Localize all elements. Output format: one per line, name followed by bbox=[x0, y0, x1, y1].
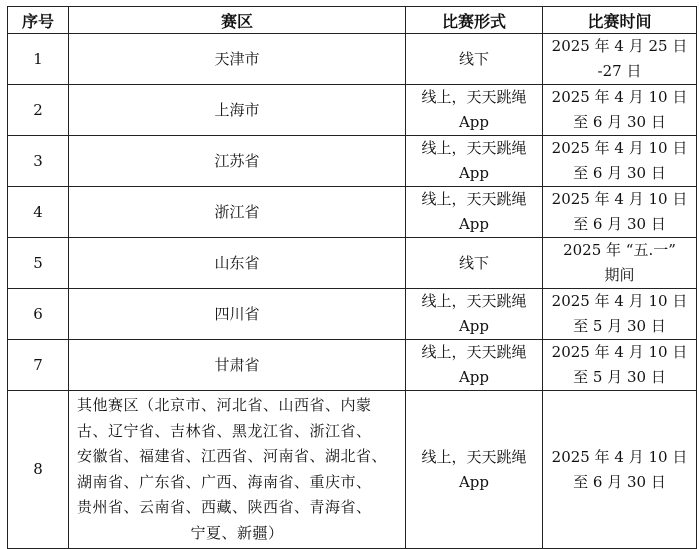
time-line: 2025 年 “五.一” bbox=[563, 241, 676, 259]
time-line: 期间 bbox=[604, 266, 635, 284]
row-index: 6 bbox=[8, 289, 69, 340]
table-row bbox=[8, 34, 697, 85]
table-row bbox=[8, 136, 697, 187]
time-line: 至 5 月 30 日 bbox=[573, 317, 666, 335]
format-line: App bbox=[458, 113, 490, 131]
row-time bbox=[543, 238, 697, 289]
table-row bbox=[8, 391, 697, 549]
time-line: 至 6 月 30 日 bbox=[573, 113, 666, 131]
row-index: 3 bbox=[8, 136, 69, 187]
row-index: 5 bbox=[8, 238, 69, 289]
row-time bbox=[543, 85, 697, 136]
region-line: 古、辽宁省、吉林省、黑龙江省、浙江省、 bbox=[77, 421, 372, 440]
region-line: 贵州省、云南省、西藏、陕西省、青海省、 bbox=[77, 498, 372, 516]
row-time bbox=[543, 34, 697, 85]
row-region: 天津市 bbox=[69, 34, 406, 85]
time-line: 2025 年 4 月 10 日 bbox=[551, 292, 688, 310]
time-line: 2025 年 4 月 10 日 bbox=[551, 447, 688, 466]
row-index: 1 bbox=[8, 34, 69, 85]
format-line: 线下 bbox=[458, 49, 489, 68]
format-line: 线上，天天跳绳 bbox=[421, 292, 527, 310]
row-region: 浙江省 bbox=[69, 187, 406, 238]
time-line: 至 6 月 30 日 bbox=[573, 472, 666, 491]
time-line: 2025 年 4 月 25 日 bbox=[551, 37, 688, 55]
format-line: 线下 bbox=[458, 253, 489, 272]
row-region: 上海市 bbox=[69, 85, 406, 136]
time-line: 至 6 月 30 日 bbox=[573, 164, 666, 182]
time-line: 2025 年 4 月 10 日 bbox=[551, 139, 688, 157]
table-row bbox=[8, 187, 697, 238]
format-line: App bbox=[458, 215, 490, 233]
format-line: App bbox=[458, 368, 490, 386]
row-time bbox=[543, 187, 697, 238]
row-index: 7 bbox=[8, 340, 69, 391]
format-line: App bbox=[458, 472, 490, 491]
header-region: 赛区 bbox=[69, 7, 406, 34]
row-time bbox=[543, 289, 697, 340]
row-region: 甘肃省 bbox=[69, 340, 406, 391]
competition-schedule-table bbox=[7, 6, 697, 549]
row-time bbox=[543, 340, 697, 391]
format-line: 线上，天天跳绳 bbox=[421, 190, 527, 208]
header-time: 比赛时间 bbox=[543, 7, 697, 34]
region-line: 其他赛区（北京市、河北省、山西省、内蒙 bbox=[77, 396, 372, 414]
row-format bbox=[406, 136, 543, 187]
region-line: 湖南省、广东省、广西、海南省、重庆市、 bbox=[77, 472, 372, 491]
row-format bbox=[406, 238, 543, 289]
table-header-row bbox=[8, 7, 697, 34]
row-format bbox=[406, 34, 543, 85]
format-line: 线上，天天跳绳 bbox=[421, 88, 527, 106]
region-line: 宁夏、新疆） bbox=[190, 523, 284, 542]
format-line: App bbox=[458, 164, 490, 182]
row-time bbox=[543, 136, 697, 187]
table-row bbox=[8, 289, 697, 340]
row-format bbox=[406, 391, 543, 549]
row-index: 4 bbox=[8, 187, 69, 238]
time-line: 2025 年 4 月 10 日 bbox=[551, 343, 688, 361]
row-format bbox=[406, 85, 543, 136]
format-line: 线上，天天跳绳 bbox=[421, 139, 527, 157]
row-format bbox=[406, 340, 543, 391]
row-time bbox=[543, 391, 697, 549]
time-line: 至 5 月 30 日 bbox=[573, 368, 666, 386]
time-line: 2025 年 4 月 10 日 bbox=[551, 88, 688, 106]
row-index: 2 bbox=[8, 85, 69, 136]
time-line: -27 日 bbox=[597, 62, 642, 80]
row-format bbox=[406, 187, 543, 238]
row-index: 8 bbox=[8, 391, 69, 549]
table-row bbox=[8, 85, 697, 136]
header-format: 比赛形式 bbox=[406, 7, 543, 34]
format-line: 线上，天天跳绳 bbox=[421, 343, 527, 361]
row-region-list bbox=[69, 391, 406, 549]
format-line: 线上，天天跳绳 bbox=[421, 447, 527, 466]
table-row bbox=[8, 238, 697, 289]
time-line: 至 6 月 30 日 bbox=[573, 215, 666, 233]
row-region: 江苏省 bbox=[69, 136, 406, 187]
time-line: 2025 年 4 月 10 日 bbox=[551, 190, 688, 208]
row-format bbox=[406, 289, 543, 340]
region-line: 安徽省、福建省、江西省、河南省、湖北省、 bbox=[77, 447, 388, 465]
format-line: App bbox=[458, 317, 490, 335]
row-region: 四川省 bbox=[69, 289, 406, 340]
row-region: 山东省 bbox=[69, 238, 406, 289]
table-row bbox=[8, 340, 697, 391]
header-index: 序号 bbox=[8, 7, 69, 34]
